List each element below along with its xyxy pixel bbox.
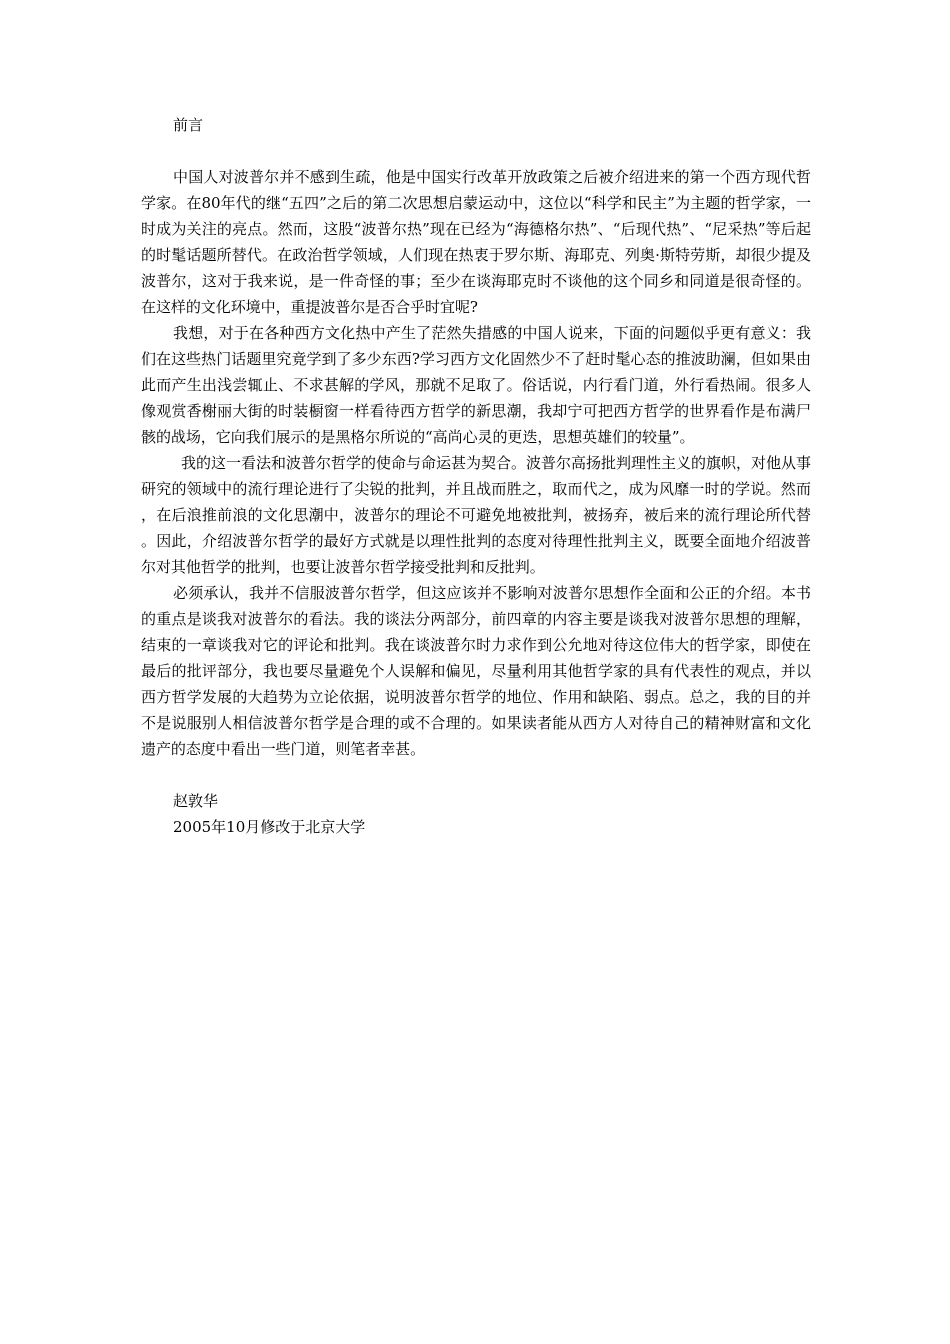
paragraph-4: 必须承认，我并不信服波普尔哲学，但这应该并不影响对波普尔思想作全面和公正的介绍。本书的重点是谈我对波普尔的看法。我的谈法分两部分，前四章的内容主要是谈我对波普尔思想的理解，结束的一章谈我对它的评论和批判。我在谈波普尔时力求作到公允地对待这位伟大的哲学家，即使在最后的批评部分，我也要尽量避免个人误解和偏见，尽量利用其他哲学家的具有代表性的观点，并以西方哲学发展的大趋势为立论依据，说明波普尔哲学的地位、作用和缺陷、弱点。总之，我的目的并不是说服别人相信波普尔哲学是合理的或不合理的。如果读者能从西方人对待自己的精神财富和文化遗产的态度中看出一些门道，则笔者幸甚。 bbox=[141, 584, 811, 758]
paragraph-1: 中国人对波普尔并不感到生疏，他是中国实行改革开放政策之后被介绍进来的第一个西方现代哲学家。在80年代的继“五四”之后的第二次思想启蒙运动中，这位以“科学和民主”为主题的哲学家，一时成为关注的亮点。然而，这股“波普尔热”现在已经为“海德格尔热”、“后现代热”、“尼采热”等后起的时髦话题所替代。在政治哲学领域，人们现在热衷于罗尔斯、海耶克、列奥·斯特劳斯，却很少提及波普尔，这对于我来说，是一件奇怪的事；至少在谈海耶克时不谈他的这个同乡和同道是很奇怪的。在这样的文化环境中，重提波普尔是否合乎时宜呢? bbox=[141, 168, 811, 316]
paragraph-2: 我想，对于在各种西方文化热中产生了茫然失措感的中国人说来，下面的问题似乎更有意义：我们在这些热门话题里究竟学到了多少东西?学习西方文化固然少不了赶时髦心态的推波助澜，但如果由此而产生出浅尝辄止、不求甚解的学风，那就不足取了。俗话说，内行看门道，外行看热闹。很多人像观赏香榭丽大街的时装橱窗一样看待西方哲学的新思潮，我却宁可把西方哲学的世界看作是布满尸骸的战场，它向我们展示的是黑格尔所说的“高尚心灵的更迭，思想英雄们的较量”。 bbox=[141, 324, 811, 446]
blank-line bbox=[141, 762, 811, 788]
preface-title: 前言 bbox=[173, 116, 204, 134]
blank-line bbox=[141, 138, 811, 164]
document-page bbox=[141, 112, 811, 840]
paragraph-3: 我的这一看法和波普尔哲学的使命与命运甚为契合。波普尔高扬批判理性主义的旗帜，对他从事研究的领域中的流行理论进行了尖锐的批判，并且战而胜之，取而代之，成为风靡一时的学说。然而，在后浪推前浪的文化思潮中，波普尔的理论不可避免地被批判，被扬弃，被后来的流行理论所代替。因此，介绍波普尔哲学的最好方式就是以理性批判的态度对待理性批判主义，既要全面地介绍波普尔对其他哲学的批判，也要让波普尔哲学接受批判和反批判。 bbox=[141, 454, 811, 576]
date-line: 2005年10月修改于北京大学 bbox=[173, 818, 366, 836]
author-name: 赵敦华 bbox=[173, 792, 219, 810]
